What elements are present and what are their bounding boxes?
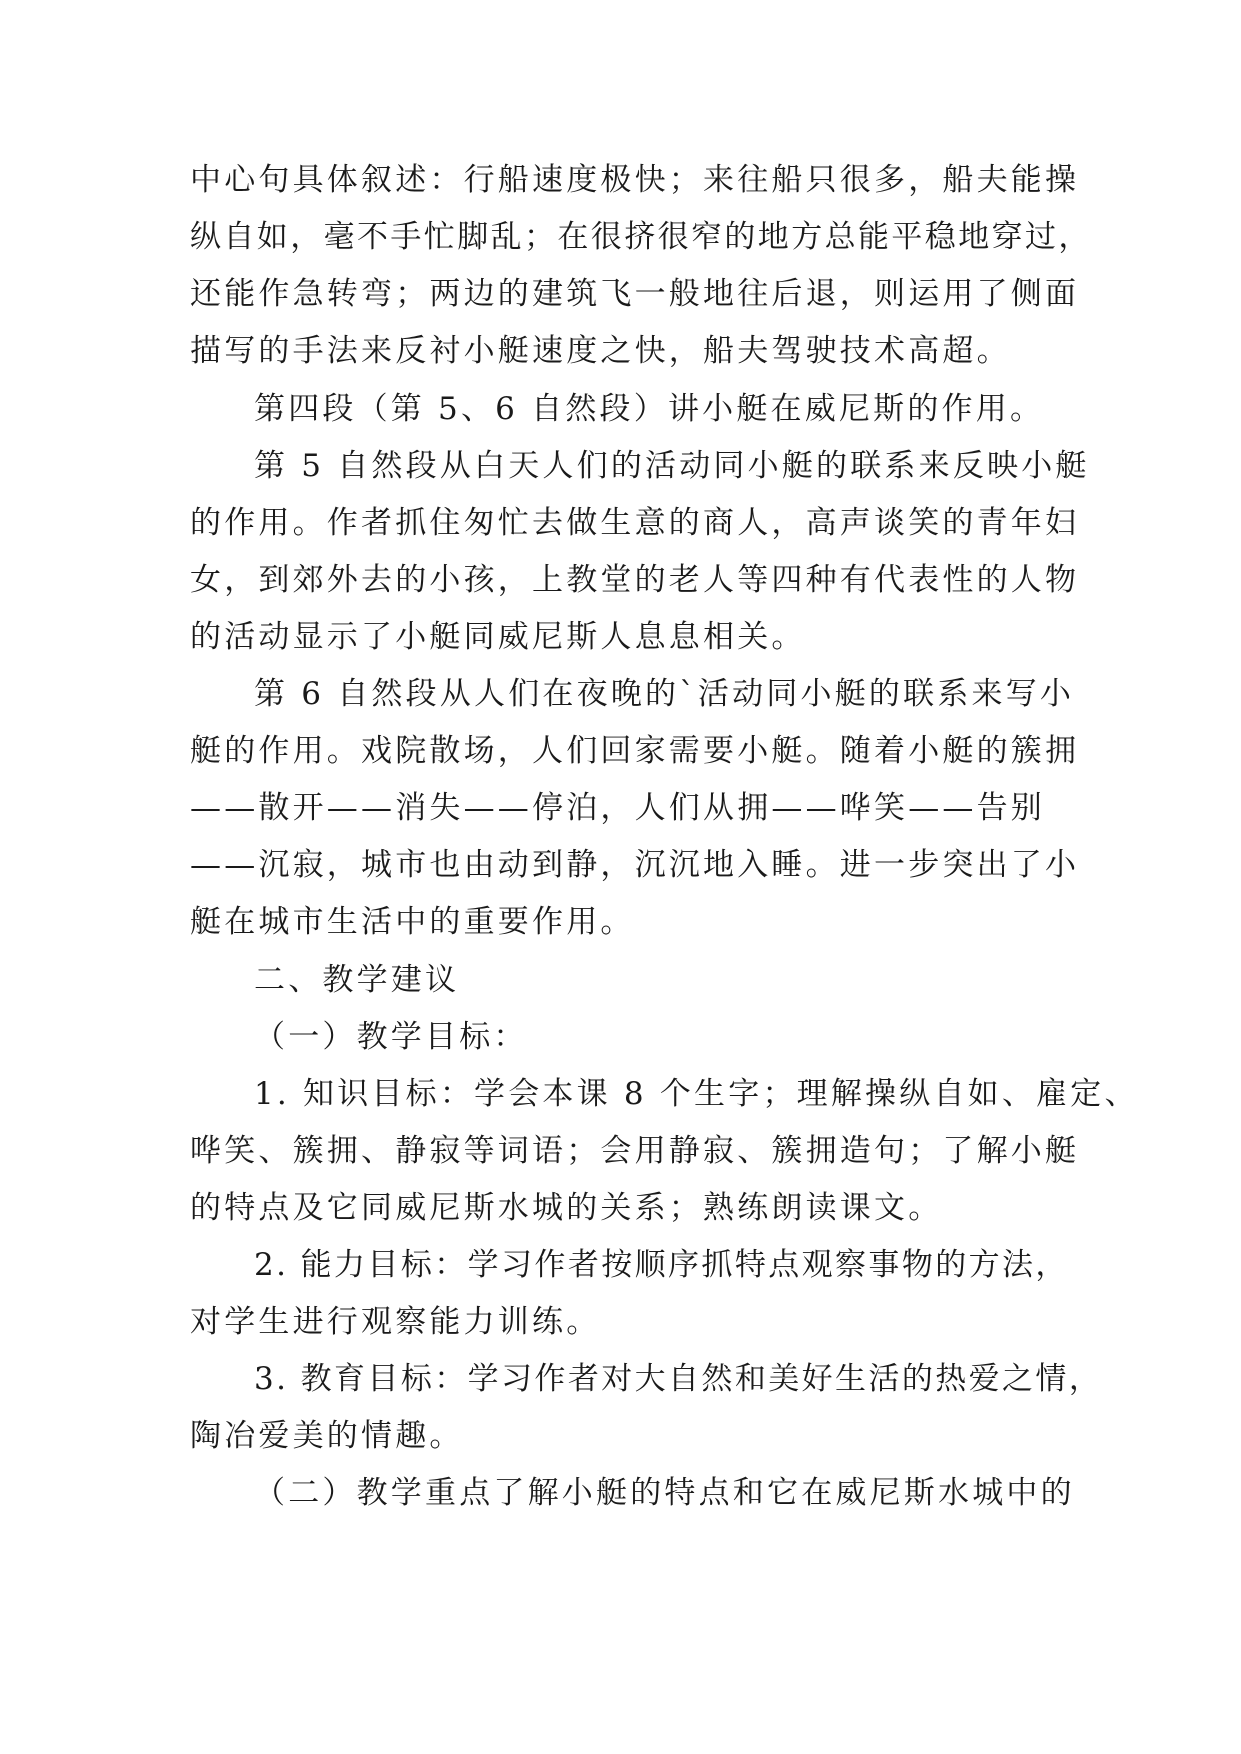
text-line: ——散开——消失——停泊，人们从拥——哗笑——告别	[190, 790, 1045, 826]
subsection-heading: （一）教学目标：	[254, 1019, 528, 1055]
section-heading: 二、教学建议	[254, 962, 460, 998]
text-line: 女，到郊外去的小孩，上教堂的老人等四种有代表性的人物	[190, 562, 1080, 598]
text-line: 3. 教育目标：学习作者对大自然和美好生活的热爱之情，	[254, 1361, 1103, 1397]
text-line: 陶冶爱美的情趣。	[190, 1418, 464, 1454]
text-line: 的活动显示了小艇同威尼斯人息息相关。	[190, 619, 806, 655]
subsection-heading: （二）教学重点了解小艇的特点和它在威尼斯水城中的	[254, 1475, 1075, 1511]
text-line: 2. 能力目标：学习作者按顺序抓特点观察事物的方法，	[254, 1247, 1069, 1283]
text-line: 的作用。作者抓住匆忙去做生意的商人，高声谈笑的青年妇	[190, 505, 1080, 541]
text-line: 纵自如，毫不手忙脚乱；在很挤很窄的地方总能平稳地穿过，	[190, 219, 1092, 255]
paragraph-heading: 第四段（第 5、6 自然段）讲小艇在威尼斯的作用。	[254, 391, 1045, 427]
text-line: 1. 知识目标：学会本课 8 个生字；理解操纵自如、雇定、	[254, 1076, 1139, 1112]
text-line: 第 6 自然段从人们在夜晚的`活动同小艇的联系来写小	[254, 676, 1075, 712]
text-line: 对学生进行观察能力训练。	[190, 1304, 601, 1340]
text-line: 艇的作用。戏院散场，人们回家需要小艇。随着小艇的簇拥	[190, 733, 1080, 769]
text-line: 的特点及它同威尼斯水城的关系；熟练朗读课文。	[190, 1190, 943, 1226]
text-line: 艇在城市生活中的重要作用。	[190, 904, 635, 940]
text-line: 还能作急转弯；两边的建筑飞一般地往后退，则运用了侧面	[190, 276, 1080, 312]
text-line: 描写的手法来反衬小艇速度之快，船夫驾驶技术高超。	[190, 333, 1011, 369]
text-line: 中心句具体叙述：行船速度极快；来往船只很多，船夫能操	[190, 162, 1080, 198]
text-line: 第 5 自然段从白天人们的活动同小艇的联系来反映小艇	[254, 448, 1090, 484]
text-line: 哗笑、簇拥、静寂等词语；会用静寂、簇拥造句；了解小艇	[190, 1133, 1080, 1169]
text-line: ——沉寂，城市也由动到静，沉沉地入睡。进一步突出了小	[190, 847, 1080, 883]
